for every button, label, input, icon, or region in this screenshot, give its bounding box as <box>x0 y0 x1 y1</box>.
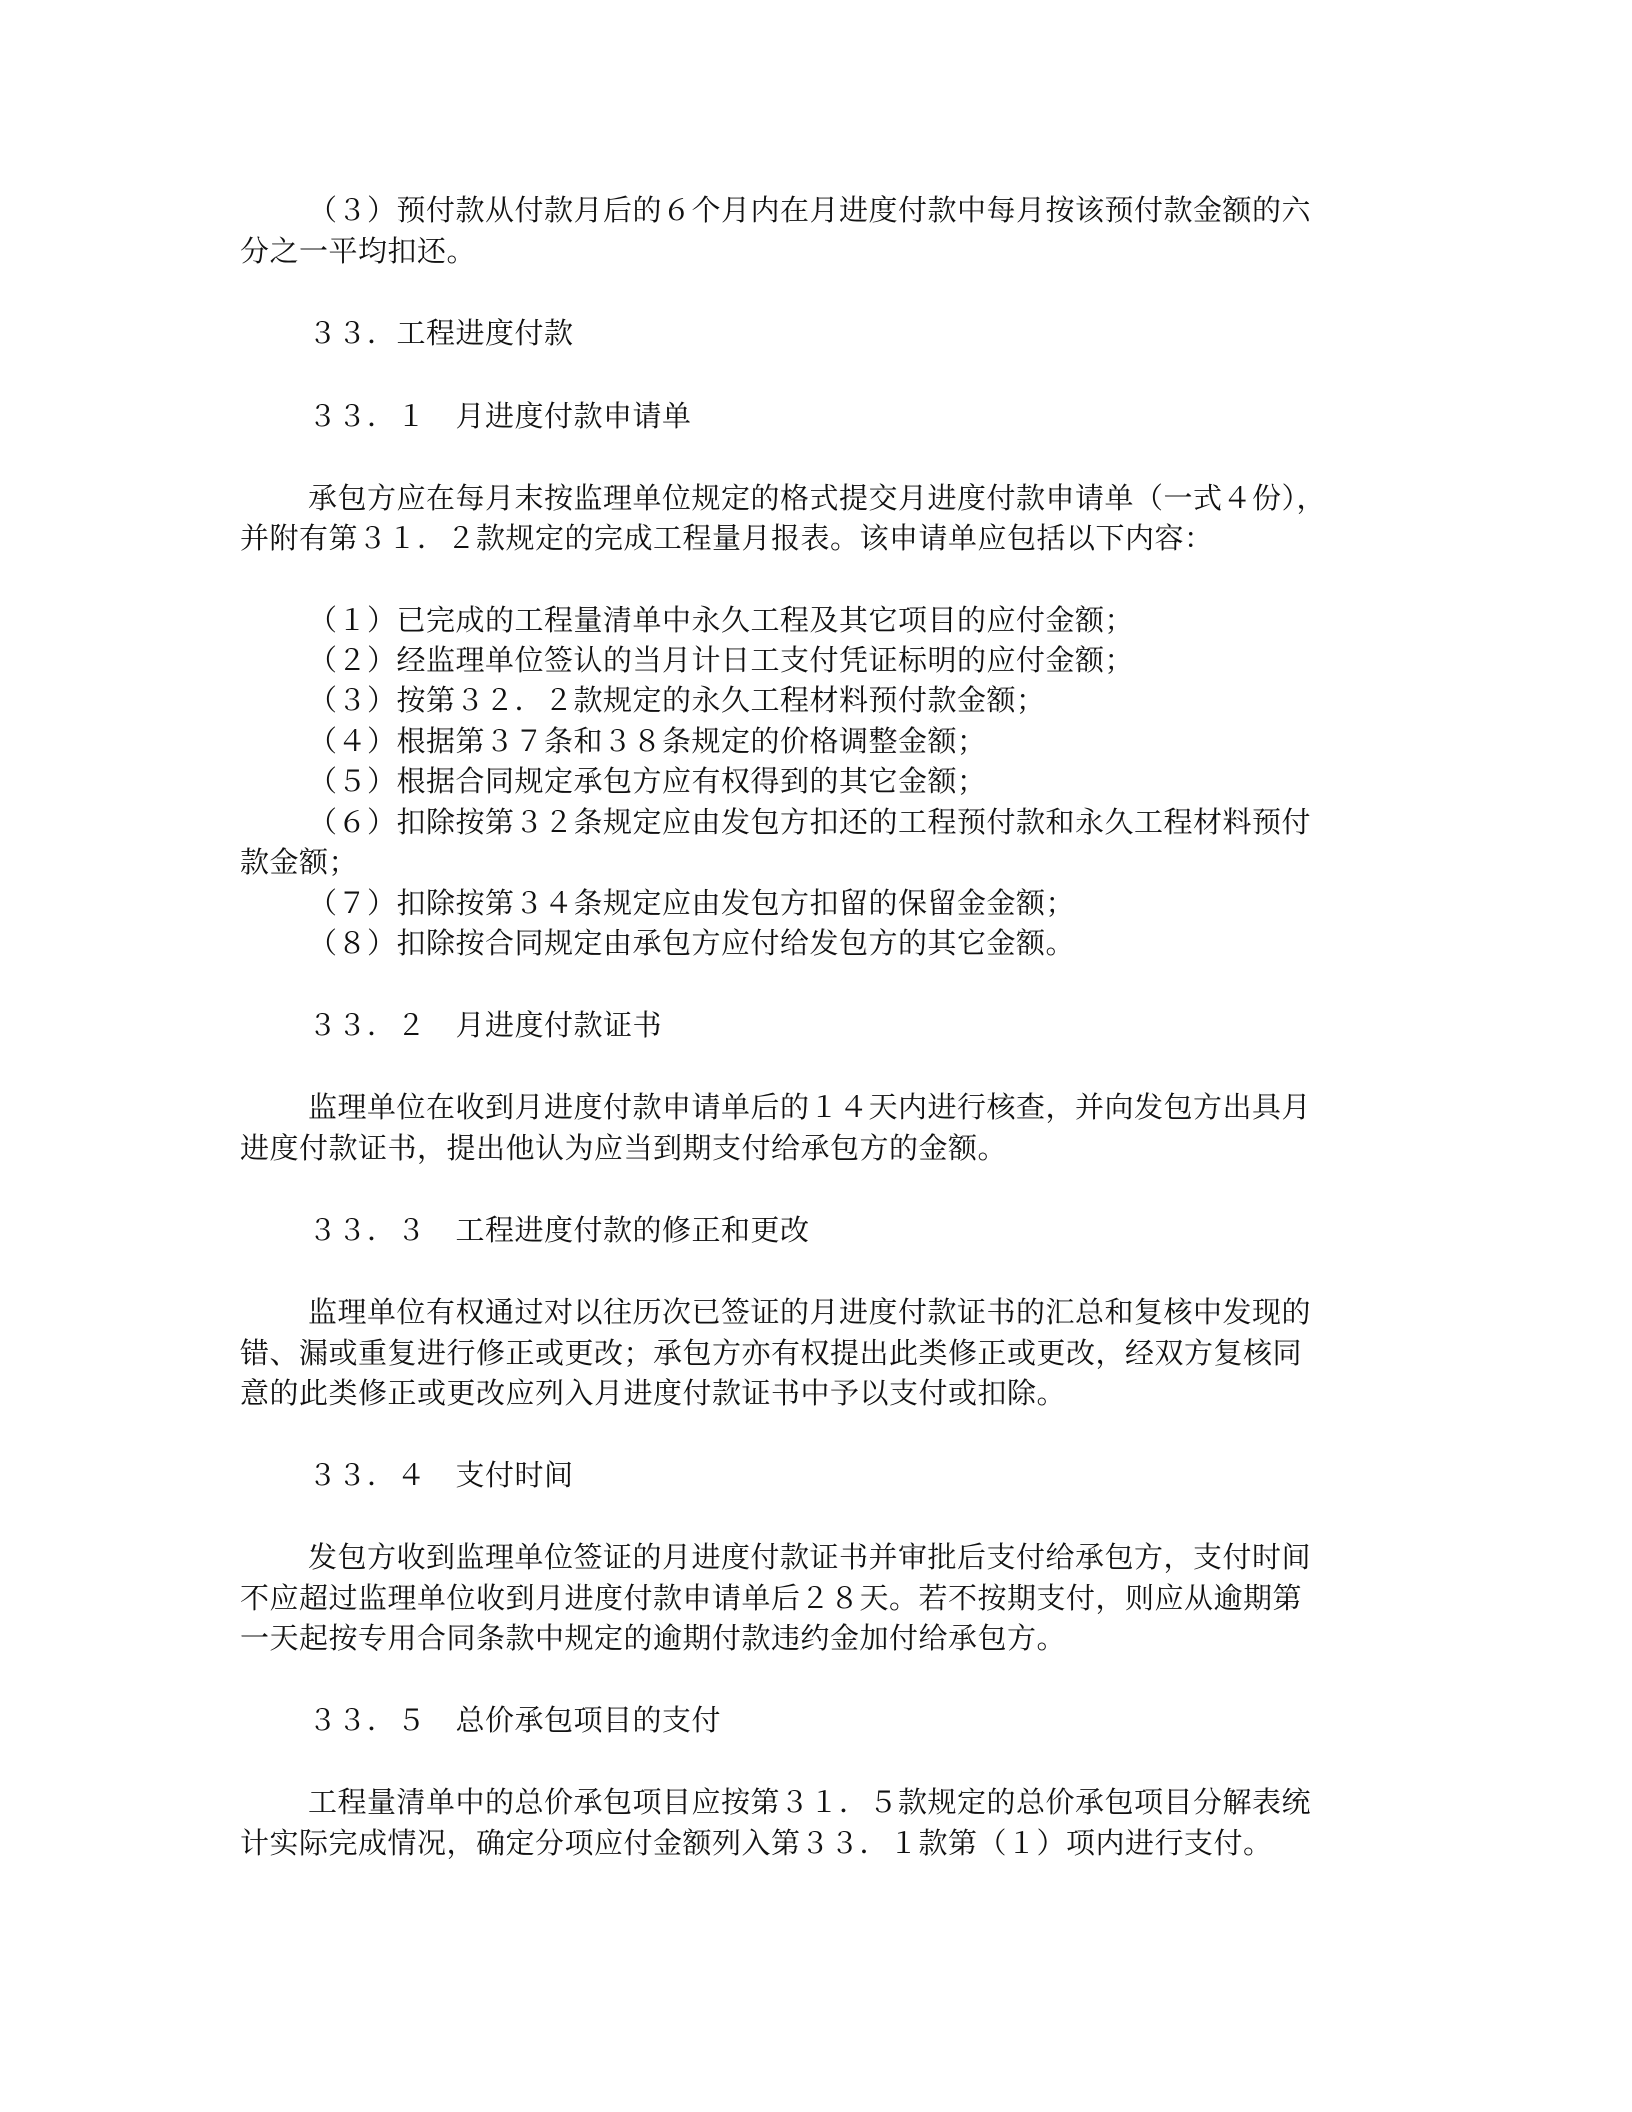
paragraph-line: 计实际完成情况，确定分项应付金额列入第３３．１款第（１）项内进行支付。 <box>240 1826 1273 1860</box>
paragraph-line: 监理单位有权通过对以往历次已签证的月进度付款证书的汇总和复核中发现的 <box>308 1295 1312 1329</box>
subsection-heading: ３３．３ 工程进度付款的修正和更改 <box>308 1213 810 1247</box>
list-item: （１）已完成的工程量清单中永久工程及其它项目的应付金额； <box>308 603 1135 637</box>
list-item: （５）根据合同规定承包方应有权得到的其它金额； <box>308 764 987 798</box>
paragraph-line: 意的此类修正或更改应列入月进度付款证书中予以支付或扣除。 <box>240 1376 1067 1410</box>
subsection-heading: ３３．４ 支付时间 <box>308 1458 574 1492</box>
paragraph-line: 分之一平均扣还。 <box>240 234 477 268</box>
subsection-heading: ３３．１ 月进度付款申请单 <box>308 399 692 433</box>
paragraph-line: 发包方收到监理单位签证的月进度付款证书并审批后支付给承包方，支付时间 <box>308 1540 1312 1574</box>
paragraph-line: 进度付款证书，提出他认为应当到期支付给承包方的金额。 <box>240 1131 1008 1165</box>
list-item: （８）扣除按合同规定由承包方应付给发包方的其它金额。 <box>308 926 1076 960</box>
paragraph-line: 并附有第３１．２款规定的完成工程量月报表。该申请单应包括以下内容： <box>240 521 1214 555</box>
subsection-heading: ３３．２ 月进度付款证书 <box>308 1008 663 1042</box>
list-item: （２）经监理单位签认的当月计日工支付凭证标明的应付金额； <box>308 643 1135 677</box>
paragraph-line: 错、漏或重复进行修正或更改；承包方亦有权提出此类修正或更改，经双方复核同 <box>240 1336 1303 1370</box>
paragraph-line: （３）预付款从付款月后的６个月内在月进度付款中每月按该预付款金额的六 <box>308 193 1312 227</box>
paragraph-line: 工程量清单中的总价承包项目应按第３１．５款规定的总价承包项目分解表统 <box>308 1785 1312 1819</box>
paragraph-line: 监理单位在收到月进度付款申请单后的１４天内进行核查，并向发包方出具月 <box>308 1090 1312 1124</box>
list-item-continuation: 款金额； <box>240 845 359 879</box>
list-item: （６）扣除按第３２条规定应由发包方扣还的工程预付款和永久工程材料预付 <box>308 805 1312 839</box>
list-item: （４）根据第３７条和３８条规定的价格调整金额； <box>308 724 987 758</box>
paragraph-line: 不应超过监理单位收到月进度付款申请单后２８天。若不按期支付，则应从逾期第 <box>240 1581 1303 1615</box>
list-item: （７）扣除按第３４条规定应由发包方扣留的保留金金额； <box>308 886 1076 920</box>
subsection-heading: ３３．５ 总价承包项目的支付 <box>308 1703 722 1737</box>
section-heading: ３３．工程进度付款 <box>308 316 574 350</box>
paragraph-line: 一天起按专用合同条款中规定的逾期付款违约金加付给承包方。 <box>240 1621 1067 1655</box>
paragraph-line: 承包方应在每月末按监理单位规定的格式提交月进度付款申请单（一式４份）， <box>308 481 1327 515</box>
list-item: （３）按第３２．２款规定的永久工程材料预付款金额； <box>308 683 1046 717</box>
